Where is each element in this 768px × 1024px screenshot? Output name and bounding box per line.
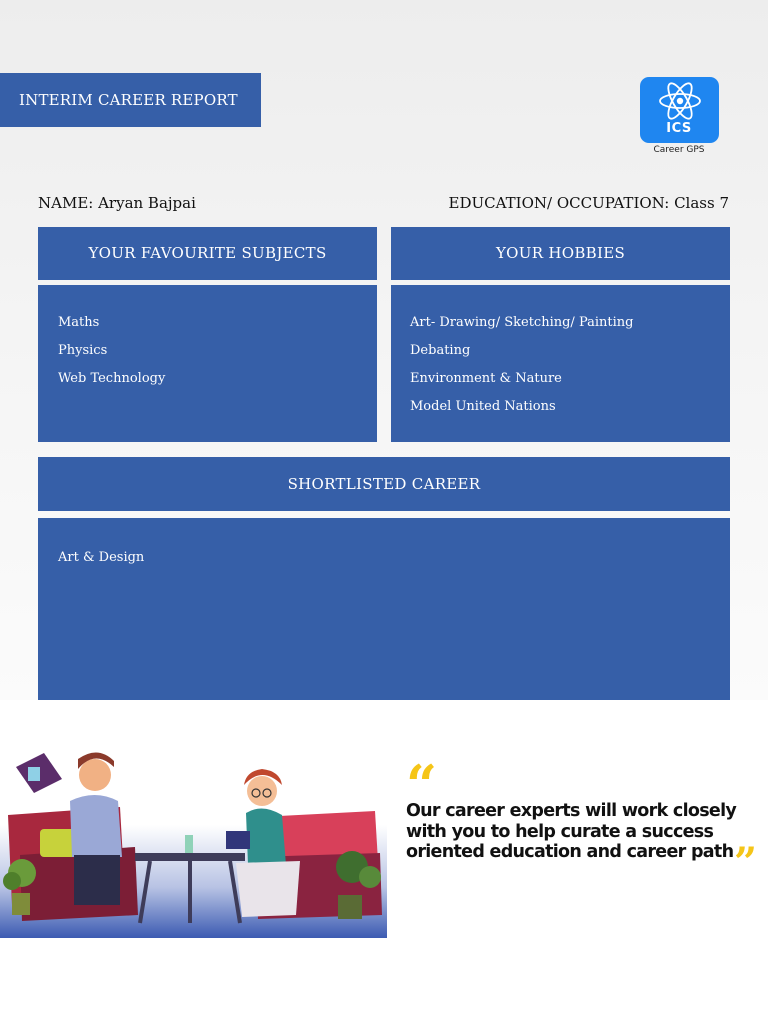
- hobbies-list-box: [391, 285, 730, 442]
- quote-block: [406, 753, 756, 886]
- list-item: Maths: [58, 315, 100, 330]
- quote-text: Our career experts will work closely with you to help curate a success oriented education and career path: [406, 801, 737, 862]
- career-list-box: [38, 518, 730, 700]
- list-item: Physics: [58, 343, 108, 358]
- list-item: Art- Drawing/ Sketching/ Painting: [410, 315, 634, 330]
- report-title-tag: INTERIM CAREER REPORT: [0, 73, 261, 127]
- hobbies-heading-box: [391, 227, 730, 280]
- career-list: [58, 548, 730, 576]
- career-counselling-illustration: [0, 745, 387, 938]
- hobbies-list: [410, 313, 730, 425]
- subjects-heading-box: [38, 227, 377, 280]
- career-heading: SHORTLISTED CAREER: [287, 475, 481, 493]
- quote-open-icon: “: [406, 753, 434, 817]
- career-heading-box: [38, 457, 730, 511]
- ics-logo: [639, 77, 719, 157]
- list-item: Environment & Nature: [410, 371, 562, 386]
- subjects-list: [58, 313, 377, 397]
- hobbies-heading: YOUR HOBBIES: [495, 244, 626, 262]
- logo-subtitle: Career GPS: [653, 145, 705, 155]
- subjects-heading: YOUR FAVOURITE SUBJECTS: [88, 244, 327, 262]
- list-item: Model United Nations: [410, 399, 556, 414]
- atom-icon: [658, 81, 702, 121]
- logo-tile: [640, 77, 719, 143]
- subjects-list-box: [38, 285, 377, 442]
- list-item: Art & Design: [58, 550, 145, 565]
- student-name: NAME: Aryan Bajpai: [38, 194, 196, 212]
- student-education: EDUCATION/ OCCUPATION: Class 7: [448, 194, 729, 212]
- list-item: Web Technology: [58, 371, 166, 386]
- logo-mark: ICS: [666, 121, 692, 136]
- list-item: Debating: [410, 343, 471, 358]
- quote-close-icon: ”: [734, 839, 754, 886]
